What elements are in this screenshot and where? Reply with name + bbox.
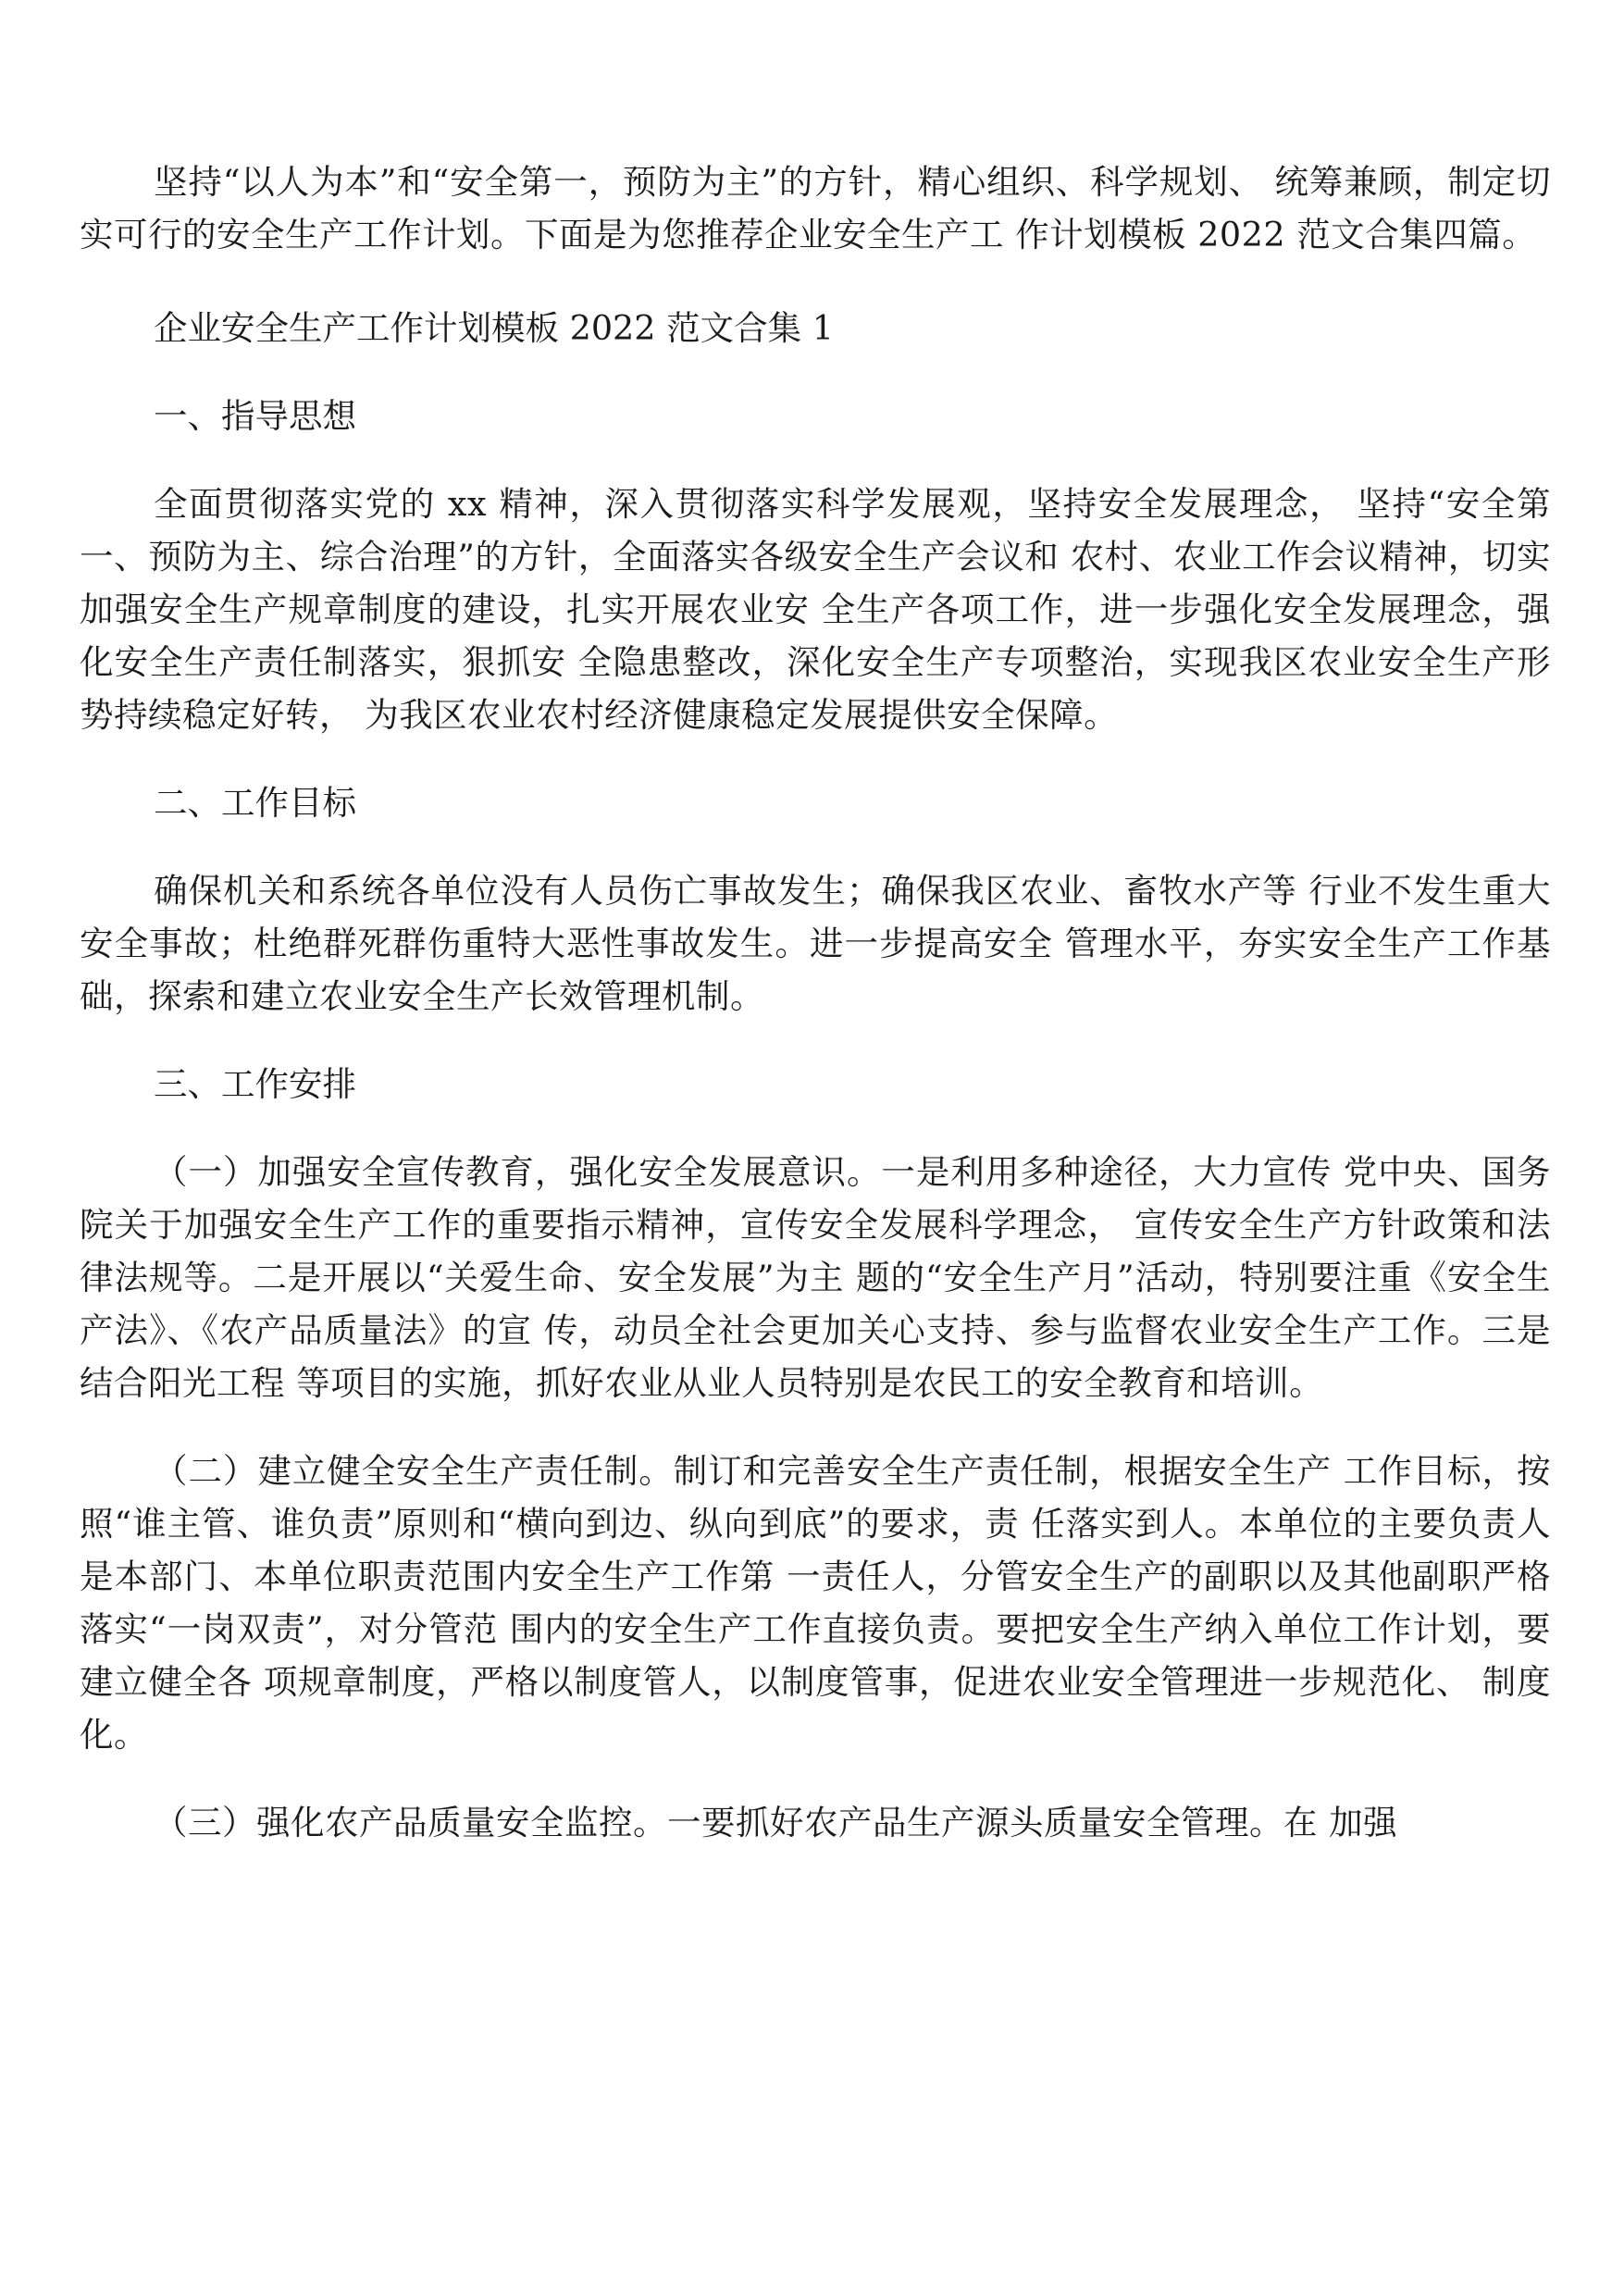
arrangement-item-3: （三）强化农产品质量安全监控。一要抓好农产品生产源头质量安全管理。在 加强 xyxy=(154,1803,1398,1842)
work-goals-paragraph: 确保机关和系统各单位没有人员伤亡事故发生；确保我区农业、畜牧水产等 行业不发生重大安全事故；杜绝群死群伤重特大恶性事故发生。进一步提高安全 管理水平，夯实安全生产工作基础，探索和建立农业安全生产长效管理机制。 xyxy=(80,871,1551,1016)
document-body xyxy=(80,155,1551,1849)
arrangement-item-2: （二）建立健全安全生产责任制。制订和完善安全生产责任制，根据安全生产 工作目标，按照“谁主管、谁负责”原则和“横向到边、纵向到底”的要求，责 任落实到人。本单位的主要负责人是本部门、本单位职责范围内安全生产工作第 一责任人，分管安全生产的副职以及其他副职严格落实“一岗双责”，对分管范 围内的安全生产工作直接负责。要把安全生产纳入单位工作计划，要建立健全各 项规章制度，严格以制度管人，以制度管事，促进农业安全管理进一步规范化、 制度化。 xyxy=(80,1451,1551,1755)
intro-paragraph: 坚持“以人为本”和“安全第一，预防为主”的方针，精心组织、科学规划、 统筹兼顾，制定切实可行的安全生产工作计划。下面是为您推荐企业安全生产工 作计划模板 2022 范文合集四篇。 xyxy=(80,162,1551,254)
section-heading-guiding-ideology: 一、指导思想 xyxy=(154,396,356,436)
guiding-ideology-paragraph: 全面贯彻落实党的 xx 精神，深入贯彻落实科学发展观，坚持安全发展理念， 坚持“安全第一、预防为主、综合治理”的方针，全面落实各级安全生产会议和 农村、农业工作会议精神，切实加强安全生产规章制度的建设，扎实开展农业安 全生产各项工作，进一步强化安全发展理念，强化安全生产责任制落实，狠抓安 全隐患整改，深化安全生产专项整治，实现我区农业安全生产形势持续稳定好转， 为我区农业农村经济健康稳定发展提供安全保障。 xyxy=(80,484,1551,735)
arrangement-item-1: （一）加强安全宣传教育，强化安全发展意识。一是利用多种途径，大力宣传 党中央、国务院关于加强安全生产工作的重要指示精神，宣传安全发展科学理念， 宣传安全生产方针政策和法律法规等。二是开展以“关爱生命、安全发展”为主 题的“安全生产月”活动，特别要注重《安全生产法》、《农产品质量法》的宣 传，动员全社会更加关心支持、参与监督农业安全生产工作。三是结合阳光工程 等项目的实施，抓好农业从业人员特别是农民工的安全教育和培训。 xyxy=(80,1152,1551,1403)
document-title: 企业安全生产工作计划模板 2022 范文合集 1 xyxy=(154,308,834,348)
section-heading-work-goals: 二、工作目标 xyxy=(154,783,356,823)
section-heading-work-arrangement: 三、工作安排 xyxy=(154,1064,356,1104)
